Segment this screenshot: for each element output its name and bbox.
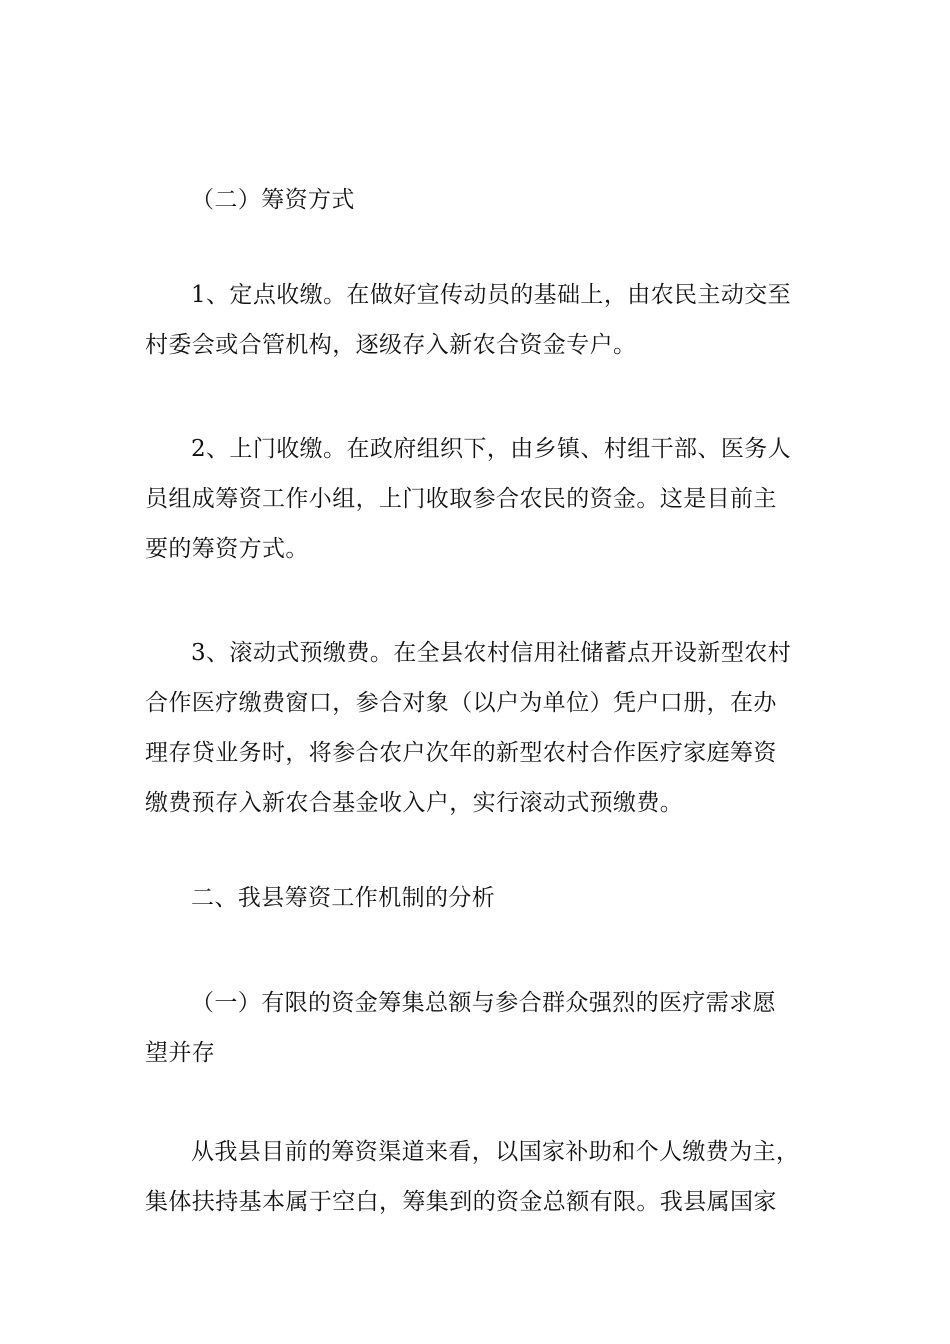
text-line: 理存贷业务时，将参合农户次年的新型农村合作医疗家庭筹资: [145, 740, 777, 766]
text-line: 员组成筹资工作小组，上门收取参合农民的资金。这是目前主: [145, 486, 777, 512]
text-line: 二、我县筹资工作机制的分析: [191, 885, 496, 911]
paragraph-door-to-door-collection: [145, 424, 810, 574]
text-line: 缴费预存入新农合基金收入户，实行滚动式预缴费。: [145, 790, 684, 816]
paragraph-rolling-prepayment: [145, 628, 810, 828]
text-line: 集体扶持基本属于空白，筹集到的资金总额有限。我县属国家: [145, 1189, 777, 1215]
subheading-fundraising-methods: [145, 175, 810, 225]
text-line: 要的筹资方式。: [145, 536, 309, 562]
text-line: 3、滚动式预缴费。在全县农村信用社储蓄点开设新型农村: [191, 640, 792, 666]
text-line: 从我县目前的筹资渠道来看，以国家补助和个人缴费为主，: [191, 1139, 800, 1165]
text-line: （二）筹资方式: [191, 187, 355, 213]
paragraph-fixed-point-collection: [145, 270, 810, 370]
text-line: 村委会或合管机构，逐级存入新农合资金专户。: [145, 332, 637, 358]
section-heading-mechanism-analysis: [145, 873, 810, 923]
text-line: 合作医疗缴费窗口，参合对象（以户为单位）凭户口册，在办: [145, 690, 777, 716]
text-line: （一）有限的资金筹集总额与参合群众强烈的医疗需求愿: [191, 990, 776, 1016]
subheading-limited-funds: [145, 978, 810, 1078]
paragraph-funding-channels: [145, 1127, 810, 1227]
text-line: 1、定点收缴。在做好宣传动员的基础上，由农民主动交至: [191, 282, 792, 308]
text-line: 望并存: [145, 1040, 216, 1066]
text-line: 2、上门收缴。在政府组织下，由乡镇、村组干部、医务人: [191, 436, 792, 462]
